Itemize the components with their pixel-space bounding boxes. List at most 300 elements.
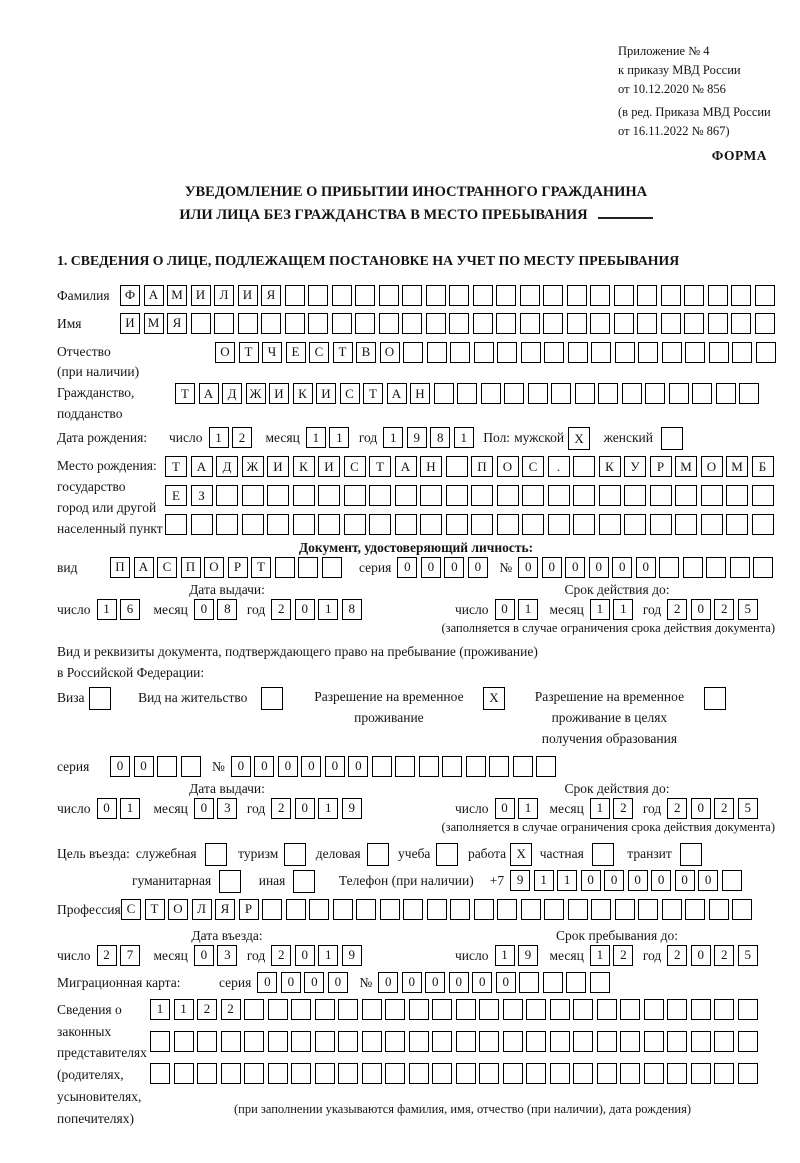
representatives-label-line-4: (родителях,: [57, 1067, 124, 1083]
form-cell: [456, 1063, 476, 1084]
form-cell: [474, 899, 494, 920]
form-cell: А: [199, 383, 219, 404]
phone-cells: [510, 870, 745, 891]
form-cell: 1: [590, 599, 610, 620]
form-cell: 0: [328, 972, 348, 993]
form-cell: П: [110, 557, 130, 578]
entry-dates-headings: [57, 928, 775, 944]
form-cell: 5: [738, 945, 758, 966]
representatives-cell-rows: [150, 999, 775, 1117]
form-cell: 2: [613, 945, 633, 966]
temp-residence-label-line-2: проживание: [354, 709, 424, 725]
form-cell: 0: [281, 972, 301, 993]
form-cell: 1: [120, 798, 140, 819]
form-cell: [298, 557, 318, 578]
form-cell: [614, 285, 634, 306]
form-cell: [568, 342, 588, 363]
form-cell: Т: [251, 557, 271, 578]
purpose-label: Цель въезда:: [57, 845, 130, 861]
identity-doc-series-label: серия: [359, 559, 392, 575]
form-cell: 0: [295, 945, 315, 966]
form-cell: [659, 557, 679, 578]
identity-issue-heading: Дата выдачи:: [189, 581, 265, 597]
form-cell: [244, 1063, 264, 1084]
identity-doc-number-label: №: [499, 559, 513, 575]
patronymic-row: [57, 342, 775, 384]
annex-line-3: от 10.12.2020 № 856: [618, 81, 726, 96]
form-cell: [362, 999, 382, 1020]
form-cell: [722, 870, 742, 891]
form-cell: [526, 999, 546, 1020]
residence-number-label: №: [212, 758, 225, 774]
representatives-label-line-5: усыновителях,: [57, 1089, 142, 1105]
form-cell: О: [204, 557, 224, 578]
form-cell: [362, 1063, 382, 1084]
form-cell: [238, 313, 258, 334]
form-cell: 0: [301, 756, 321, 777]
form-cell: [701, 514, 723, 535]
form-cell: [731, 285, 751, 306]
form-cell: [181, 756, 201, 777]
form-cell: [752, 514, 774, 535]
form-cell: 1: [590, 945, 610, 966]
form-cell: 0: [444, 557, 464, 578]
form-cell: Т: [369, 456, 391, 477]
form-cell: 0: [425, 972, 445, 993]
representatives-cells-row-2: [150, 1031, 761, 1052]
residence-expiry-date: [455, 798, 761, 819]
form-cell: [543, 285, 563, 306]
identity-doc-type-label: вид: [57, 559, 78, 575]
form-cell: [615, 342, 635, 363]
form-cell: [395, 485, 417, 506]
form-cell: [709, 899, 729, 920]
migration-card-number-cells: [378, 972, 613, 993]
form-cell: [543, 313, 563, 334]
form-cell: К: [599, 456, 621, 477]
form-cell: [591, 899, 611, 920]
form-cell: [355, 313, 375, 334]
form-cell: [752, 485, 774, 506]
residence-issue-month-label: месяц: [153, 800, 188, 816]
purpose-official-checkbox: [205, 843, 231, 866]
form-cell: [521, 899, 541, 920]
form-cell: 0: [97, 798, 117, 819]
citizenship-label-line-1: Гражданство,: [57, 385, 135, 401]
patronymic-cells: [215, 342, 779, 363]
form-cell: И: [316, 383, 336, 404]
form-cell: [356, 899, 376, 920]
edu-residence-label-line-1: Разрешение на временное: [534, 688, 685, 704]
purpose-tourism-checkbox: [284, 843, 310, 866]
form-cell: 2: [714, 599, 734, 620]
form-cell: Т: [333, 342, 353, 363]
patronymic-label: [57, 342, 215, 384]
form-cell: [442, 756, 462, 777]
form-cell: [426, 313, 446, 334]
representatives-row: [57, 999, 775, 1130]
form-cell: А: [395, 456, 417, 477]
form-cell: [620, 999, 640, 1020]
form-cell: Л: [192, 899, 212, 920]
form-cell: С: [309, 342, 329, 363]
form-cell: 9: [342, 798, 362, 819]
form-cell: [221, 1063, 241, 1084]
residence-series-cells: [110, 756, 204, 777]
form-cell: [567, 285, 587, 306]
representatives-cells-row-1: [150, 999, 761, 1020]
name-cells: [120, 313, 778, 334]
stay-month-label: месяц: [549, 947, 584, 963]
form-cell: И: [267, 456, 289, 477]
form-cell: [575, 383, 595, 404]
form-cell: О: [701, 456, 723, 477]
annex-note-line-1: (в ред. Приказа МВД России: [618, 105, 771, 120]
birth-year-cells: [383, 427, 477, 448]
form-cell: [466, 756, 486, 777]
form-cell: 1: [329, 427, 349, 448]
birth-year-label: год: [358, 430, 378, 446]
form-cell: [550, 999, 570, 1020]
form-cell: 1: [383, 427, 403, 448]
form-cell: [380, 899, 400, 920]
form-cell: [244, 1031, 264, 1052]
form-cell: С: [157, 557, 177, 578]
form-cell: М: [726, 456, 748, 477]
entry-month-cells: [194, 945, 241, 966]
form-cell: 5: [738, 599, 758, 620]
form-cell: [709, 342, 729, 363]
form-cell: П: [181, 557, 201, 578]
identity-doc-row: [57, 557, 775, 578]
form-cell: 1: [318, 798, 338, 819]
form-cell: [638, 899, 658, 920]
form-cell: 2: [271, 599, 291, 620]
form-cell: [197, 1063, 217, 1084]
form-cell: [385, 1063, 405, 1084]
form-cell: 8: [342, 599, 362, 620]
form-cell: 2: [232, 427, 252, 448]
stay-until-heading: Срок пребывания до:: [556, 927, 678, 943]
form-cell: [434, 383, 454, 404]
form-cell: [680, 843, 702, 866]
form-cell: [344, 514, 366, 535]
form-cell: 0: [691, 599, 711, 620]
form-cell: [293, 870, 315, 893]
migration-card-series-cells: [257, 972, 351, 993]
form-cell: [402, 313, 422, 334]
identity-issue-year-cells: [271, 599, 365, 620]
identity-doc-heading: Документ, удостоверяющий личность:: [298, 539, 534, 555]
form-cell: [638, 342, 658, 363]
residence-expiry-day-label: число: [455, 800, 489, 816]
purpose-business-label: деловая: [315, 845, 361, 861]
migration-card-series-label: серия: [219, 974, 252, 990]
form-cell: Ж: [242, 456, 264, 477]
form-cell: [385, 999, 405, 1020]
surname-row: [57, 285, 775, 306]
form-word-label: ФОРМА: [711, 148, 767, 163]
residence-expiry-year-label: год: [642, 800, 662, 816]
form-cell: [716, 383, 736, 404]
form-cell: [286, 899, 306, 920]
form-cell: И: [191, 285, 211, 306]
form-cell: [590, 972, 610, 993]
birth-day-label: число: [169, 430, 203, 446]
form-cell: [726, 485, 748, 506]
form-cell: [667, 1031, 687, 1052]
form-cell: 0: [194, 599, 214, 620]
form-cell: Ч: [262, 342, 282, 363]
form-cell: Т: [363, 383, 383, 404]
form-cell: [503, 1063, 523, 1084]
form-cell: [471, 485, 493, 506]
birth-month-label: месяц: [265, 430, 300, 446]
residence-issue-month-cells: [194, 798, 241, 819]
form-cell: [291, 1031, 311, 1052]
form-cell: 0: [651, 870, 671, 891]
form-cell: И: [120, 313, 140, 334]
form-cell: [496, 285, 516, 306]
form-cell: М: [144, 313, 164, 334]
form-cell: 8: [217, 599, 237, 620]
form-cell: [308, 313, 328, 334]
form-cell: П: [471, 456, 493, 477]
name-label: Имя: [57, 315, 82, 331]
edu-residence-checkbox: [704, 687, 730, 710]
form-cell: 0: [518, 557, 538, 578]
form-cell: [427, 342, 447, 363]
form-cell: 0: [231, 756, 251, 777]
form-cell: [685, 899, 705, 920]
residence-series-row: [57, 756, 775, 777]
form-cell: [457, 383, 477, 404]
form-cell: 0: [348, 756, 368, 777]
residence-issue-year-cells: [271, 798, 365, 819]
visa-checkbox: [89, 687, 115, 710]
form-cell: [548, 485, 570, 506]
form-cell: [150, 1031, 170, 1052]
identity-issue-year-label: год: [246, 601, 266, 617]
birth-place-label: [57, 456, 165, 540]
form-cell: 2: [667, 599, 687, 620]
form-title-line-1: УВЕДОМЛЕНИЕ О ПРИБЫТИИ ИНОСТРАННОГО ГРАЖДАНИНА: [184, 184, 648, 200]
purpose-study-checkbox: [436, 843, 462, 866]
form-cell: [519, 972, 539, 993]
form-cell: [450, 899, 470, 920]
form-cell: [214, 313, 234, 334]
form-cell: 2: [667, 798, 687, 819]
form-cell: [756, 342, 776, 363]
form-cell: [473, 313, 493, 334]
purpose-transit-checkbox: [680, 843, 706, 866]
form-cell: [403, 342, 423, 363]
entry-date: [57, 945, 455, 966]
form-cell: В: [356, 342, 376, 363]
form-cell: [526, 1031, 546, 1052]
form-cell: [620, 1063, 640, 1084]
form-cell: 0: [612, 557, 632, 578]
form-cell: [590, 313, 610, 334]
identity-expiry-note: (заполняется в случае ограничения срока действия документа): [441, 620, 775, 635]
form-cell: [644, 1063, 664, 1084]
form-cell: [739, 383, 759, 404]
form-cell: [474, 342, 494, 363]
form-cell: 1: [534, 870, 554, 891]
form-cell: [261, 313, 281, 334]
form-cell: [732, 342, 752, 363]
form-cell: 0: [254, 756, 274, 777]
form-cell: 2: [197, 999, 217, 1020]
purpose-transit-label: транзит: [627, 845, 672, 861]
form-cell: [473, 285, 493, 306]
identity-expiry-month-label: месяц: [549, 601, 584, 617]
form-cell: [242, 485, 264, 506]
form-cell: 1: [557, 870, 577, 891]
identity-issue-day-cells: [97, 599, 144, 620]
form-cell: [291, 1063, 311, 1084]
form-cell: [662, 342, 682, 363]
form-cell: 0: [542, 557, 562, 578]
form-cell: [446, 456, 468, 477]
identity-doc-number-cells: [518, 557, 777, 578]
form-cell: [544, 342, 564, 363]
form-cell: [284, 843, 306, 866]
edu-residence-label-line-2: проживание в целях: [551, 709, 668, 725]
residence-issue-day-label: число: [57, 800, 91, 816]
form-cell: 0: [295, 798, 315, 819]
form-cell: 2: [714, 945, 734, 966]
form-cell: [191, 514, 213, 535]
form-cell: [450, 342, 470, 363]
form-cell: [637, 285, 657, 306]
form-cell: [599, 485, 621, 506]
form-cell: 0: [691, 798, 711, 819]
form-cell: [427, 899, 447, 920]
profession-cells: [121, 899, 756, 920]
form-cell: [566, 972, 586, 993]
form-cell: И: [318, 456, 340, 477]
form-title: [57, 182, 775, 227]
form-cell: А: [134, 557, 154, 578]
migration-card-label: Миграционная карта:: [57, 974, 181, 990]
form-cell: 0: [604, 870, 624, 891]
annex-line-2: к приказу МВД России: [618, 62, 741, 77]
representatives-label-line-1: Сведения о: [57, 1001, 122, 1017]
form-cell: 2: [221, 999, 241, 1020]
form-cell: [333, 899, 353, 920]
residence-expiry-day-cells: [495, 798, 542, 819]
form-cell: [315, 1063, 335, 1084]
citizenship-row: [57, 383, 775, 425]
form-cell: [675, 485, 697, 506]
form-cell: [662, 899, 682, 920]
form-cell: [197, 1031, 217, 1052]
birth-day-cells: [209, 427, 256, 448]
form-cell: А: [144, 285, 164, 306]
form-cell: 1: [306, 427, 326, 448]
form-cell: Я: [167, 313, 187, 334]
form-cell: [369, 485, 391, 506]
form-cell: 7: [120, 945, 140, 966]
form-cell: [614, 313, 634, 334]
form-cell: [332, 313, 352, 334]
form-cell: [216, 514, 238, 535]
form-cell: X: [568, 427, 590, 450]
form-cell: [338, 1063, 358, 1084]
form-cell: [496, 313, 516, 334]
form-cell: [497, 485, 519, 506]
form-cell: Т: [175, 383, 195, 404]
form-cell: 1: [97, 599, 117, 620]
form-cell: Я: [261, 285, 281, 306]
form-cell: [219, 870, 241, 893]
entry-year-label: год: [246, 947, 266, 963]
form-cell: [446, 485, 468, 506]
purpose-other-label: иная: [258, 872, 286, 888]
form-cell: [684, 313, 704, 334]
form-cell: [731, 313, 751, 334]
form-cell: [420, 514, 442, 535]
stay-until-date: [455, 945, 761, 966]
identity-expiry-month-cells: [590, 599, 637, 620]
form-cell: Р: [239, 899, 259, 920]
stay-day-label: число: [455, 947, 489, 963]
form-cell: [150, 1063, 170, 1084]
form-cell: [669, 383, 689, 404]
form-cell: [221, 1031, 241, 1052]
representatives-label-line-6: попечителях): [57, 1110, 134, 1126]
form-cell: [338, 999, 358, 1020]
form-cell: И: [269, 383, 289, 404]
form-cell: 0: [110, 756, 130, 777]
form-cell: Т: [165, 456, 187, 477]
form-cell: Р: [228, 557, 248, 578]
form-cell: [432, 1063, 452, 1084]
form-cell: [275, 557, 295, 578]
form-cell: 2: [271, 945, 291, 966]
form-cell: [661, 427, 683, 450]
form-cell: [89, 687, 111, 710]
form-cell: [362, 1031, 382, 1052]
form-cell: [704, 687, 726, 710]
form-cell: [315, 999, 335, 1020]
form-cell: [216, 485, 238, 506]
residence-expiry-month-label: месяц: [549, 800, 584, 816]
form-cell: 1: [518, 599, 538, 620]
form-cell: [692, 383, 712, 404]
birth-place-label-line-1: Место рождения:: [57, 458, 157, 474]
purpose-study-label: учеба: [398, 845, 431, 861]
form-cell: 2: [97, 945, 117, 966]
form-cell: 0: [257, 972, 277, 993]
form-cell: 0: [589, 557, 609, 578]
form-cell: 1: [209, 427, 229, 448]
gender-label: Пол:: [483, 430, 511, 446]
form-cell: [644, 999, 664, 1020]
representatives-label-line-2: законных: [57, 1023, 112, 1039]
form-cell: 9: [342, 945, 362, 966]
form-cell: [598, 383, 618, 404]
form-cell: [174, 1063, 194, 1084]
form-cell: 9: [518, 945, 538, 966]
purpose-row-1: [57, 843, 775, 866]
stay-month-cells: [590, 945, 637, 966]
form-cell: [738, 1063, 758, 1084]
residence-expiry-year-cells: [667, 798, 761, 819]
form-cell: [261, 687, 283, 710]
form-cell: [503, 999, 523, 1020]
